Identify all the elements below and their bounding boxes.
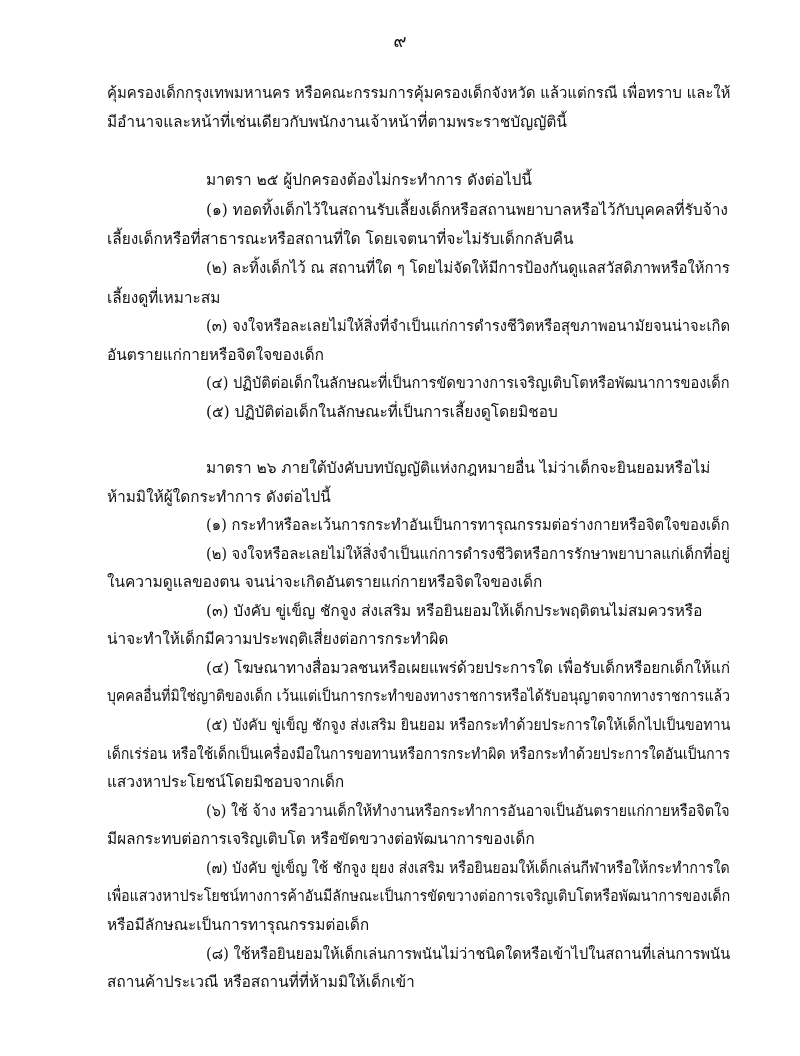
section-25-item-1-line-2: เลี้ยงเด็กหรือที่สาธารณะหรือสถานที่ใด โดยเจตนาที่จะไม่รับเด็กกลับคืน <box>107 230 574 248</box>
section-26-heading: มาตรา ๒๖ ภายใต้บังคับบทบัญญัติแห่งกฎหมายอื่น ไม่ว่าเด็กจะยินยอมหรือไม่ <box>206 459 711 477</box>
section-25-item-3-line-2: อันตรายแก่กายหรือจิตใจของเด็ก <box>107 346 324 364</box>
section-25-heading: มาตรา ๒๕ ผู้ปกครองต้องไม่กระทำการ ดังต่อไปนี้ <box>206 171 532 189</box>
section-25-item-1-line-1: (๑) ทอดทิ้งเด็กไว้ในสถานรับเลี้ยงเด็กหรือสถานพยาบาลหรือไว้กับบุคคลที่รับจ้าง <box>206 201 728 219</box>
section-26-item-7-line-3: หรือมีลักษณะเป็นการทารุณกรรมต่อเด็ก <box>107 916 370 934</box>
section-25-item-2-line-1: (๒) ละทิ้งเด็กไว้ ณ สถานที่ใด ๆ โดยไม่จัดให้มีการป้องกันดูแลสวัสดิภาพหรือให้การ <box>206 259 730 277</box>
section-25-item-5: (๕) ปฏิบัติต่อเด็กในลักษณะที่เป็นการเลี้ยงดูโดยมิชอบ <box>206 403 558 421</box>
section-26-item-2-line-2: ในความดูแลของตน จนน่าจะเกิดอันตรายแก่กายหรือจิตใจของเด็ก <box>107 573 543 591</box>
section-25-item-2-line-2: เลี้ยงดูที่เหมาะสม <box>107 289 221 307</box>
section-26-item-5-line-3: แสวงหาประโยชน์โดยมิชอบจากเด็ก <box>107 773 345 791</box>
section-26-item-5-line-2: เด็กเร่ร่อน หรือใช้เด็กเป็นเครื่องมือในการขอทานหรือการกระทำผิด หรือกระทำด้วยประการใดอันเป็นการ <box>107 745 731 763</box>
section-26-item-4-line-1: (๔) โฆษณาทางสื่อมวลชนหรือเผยแพร่ด้วยประการใด เพื่อรับเด็กหรือยกเด็กให้แก่ <box>206 659 731 677</box>
intro-line-1: คุ้มครองเด็กกรุงเทพมหานคร หรือคณะกรรมการคุ้มครองเด็กจังหวัด แล้วแต่กรณี เพื่อทราบ และให้ <box>107 84 731 102</box>
section-26-item-3-line-2: น่าจะทำให้เด็กมีความประพฤติเสี่ยงต่อการกระทำผิด <box>107 630 449 648</box>
section-26-item-5-line-1: (๕) บังคับ ขู่เข็ญ ชักจูง ส่งเสริม ยินยอม หรือกระทำด้วยประการใดให้เด็กไปเป็นขอทาน <box>206 716 731 734</box>
section-26-item-8-line-2: สถานค้าประเวณี หรือสถานที่ที่ห้ามมิให้เด็กเข้า <box>107 973 415 991</box>
section-25-item-4: (๔) ปฏิบัติต่อเด็กในลักษณะที่เป็นการขัดขวางการเจริญเติบโตหรือพัฒนาการของเด็ก <box>206 374 730 392</box>
intro-line-2: มีอำนาจและหน้าที่เช่นเดียวกับพนักงานเจ้าหน้าที่ตามพระราชบัญญัตินี้ <box>107 113 567 131</box>
section-26-item-2-line-1: (๒) จงใจหรือละเลยไม่ให้สิ่งจำเป็นแก่การดำรงชีวิตหรือการรักษาพยาบาลแก่เด็กที่อยู่ <box>206 545 730 563</box>
section-26-item-7-line-1: (๗) บังคับ ขู่เข็ญ ใช้ ชักจูง ยุยง ส่งเสริม หรือยินยอมให้เด็กเล่นกีฬาหรือให้กระทำการใด <box>206 859 730 877</box>
section-26-item-1: (๑) กระทำหรือละเว้นการกระทำอันเป็นการทารุณกรรมต่อร่างกายหรือจิตใจของเด็ก <box>206 516 730 534</box>
section-25-item-3-line-1: (๓) จงใจหรือละเลยไม่ให้สิ่งที่จำเป็นแก่การดำรงชีวิตหรือสุขภาพอนามัยจนน่าจะเกิด <box>206 317 730 335</box>
section-26-item-6-line-1: (๖) ใช้ จ้าง หรือวานเด็กให้ทำงานหรือกระทำการอันอาจเป็นอันตรายแก่กายหรือจิตใจ <box>206 802 730 820</box>
section-26-item-7-line-2: เพื่อแสวงหาประโยชน์ทางการค้าอันมีลักษณะเป็นการขัดขวางต่อการเจริญเติบโตหรือพัฒนาการของเด็ก <box>107 887 731 905</box>
section-26-item-4-line-2: บุคคลอื่นที่มิใช่ญาติของเด็ก เว้นแต่เป็นการกระทำของทางราชการหรือได้รับอนุญาตจากทางราชการแล้ว <box>107 687 731 705</box>
section-26-heading-line-2: ห้ามมิให้ผู้ใดกระทำการ ดังต่อไปนี้ <box>107 488 331 506</box>
section-26-item-8-line-1: (๘) ใช้หรือยินยอมให้เด็กเล่นการพนันไม่ว่าชนิดใดหรือเข้าไปในสถานที่เล่นการพนัน <box>206 945 731 963</box>
section-26-item-6-line-2: มีผลกระทบต่อการเจริญเติบโต หรือขัดขวางต่อพัฒนาการของเด็ก <box>107 830 535 848</box>
page-number: ๙ <box>393 31 407 52</box>
section-26-item-3-line-1: (๓) บังคับ ขู่เข็ญ ชักจูง ส่งเสริม หรือยินยอมให้เด็กประพฤติตนไม่สมควรหรือ <box>206 602 703 620</box>
